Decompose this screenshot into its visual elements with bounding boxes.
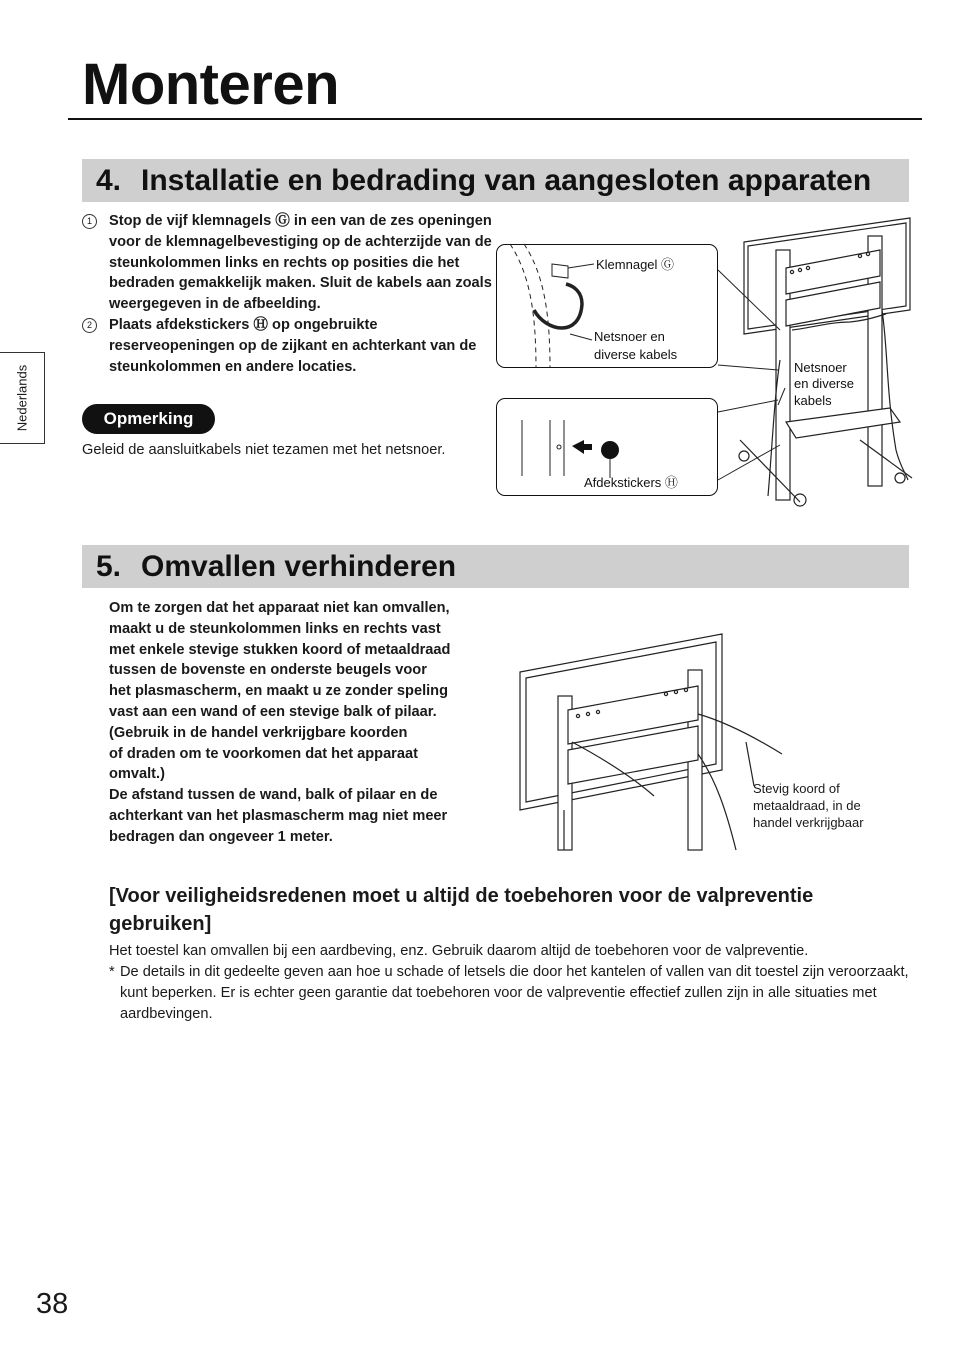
step-1-text: Stop de vijf klemnagels Ⓖ in een van de zes openingen voor de klemnagelbevestiging op de achterzijde van de steunkolommen links en rechts op posities die het bedraden gemakkelijk maken. Sluit de kabels aan zoals weergegeven in de afbeelding. bbox=[109, 213, 492, 313]
safety-text: Het toestel kan omvallen bij een aardbeving, enz. Gebruik daarom altijd de toebehoren voor de valpreventie. bbox=[109, 943, 809, 959]
tiedown-label-line-2: metaaldraad, in de bbox=[753, 798, 861, 813]
page-number: 38 bbox=[36, 1288, 69, 1320]
section-5-heading bbox=[82, 545, 909, 588]
body-line: of draden om te voorkomen dat het apparaat bbox=[109, 745, 418, 762]
label-klemnagel: Klemnagel Ⓖ bbox=[596, 257, 675, 272]
note-badge: Opmerking bbox=[82, 404, 215, 434]
label-netsnoer-main bbox=[792, 356, 872, 416]
tiedown-label bbox=[753, 780, 864, 831]
body-line: het plasmascherm, en maakt u ze zonder speling bbox=[109, 683, 449, 700]
body-line: achterkant van het plasmascherm mag niet meer bbox=[109, 807, 448, 824]
section-5-number: 5. bbox=[96, 550, 122, 583]
body-line: bedragen dan ongeveer 1 meter. bbox=[109, 828, 333, 845]
page-title: Monteren bbox=[82, 52, 339, 117]
step-2-number: 2 bbox=[82, 318, 97, 333]
body-line: maakt u de steunkolommen links en rechts vast bbox=[109, 620, 441, 637]
body-line: De afstand tussen de wand, balk of pilaar en de bbox=[109, 787, 438, 804]
body-line: tussen de bovenste en onderste beugels voor bbox=[109, 662, 427, 679]
section-5-title: Omvallen verhinderen bbox=[141, 550, 457, 583]
section-5-body bbox=[109, 598, 489, 848]
sticker-detail-drawing bbox=[496, 398, 718, 496]
safety-footnote bbox=[109, 962, 909, 1024]
label-netsnoer-main-2: en diverse bbox=[794, 376, 854, 391]
tiedown-label-line-3: handel verkrijgbaar bbox=[753, 815, 864, 830]
step-1-number: 1 bbox=[82, 214, 97, 229]
section-4-number: 4. bbox=[96, 164, 122, 197]
footnote-text: De details in dit gedeelte geven aan hoe u schade of letsels die door het kantelen of vallen van dit toestel zijn veroorzaakt, kunt beperken. Er is echter geen garantie dat toebehoren voor de valpreventie effectief zullen zijn in alle situaties met aardbevingen. bbox=[120, 964, 909, 1022]
footnote-marker: * bbox=[109, 964, 115, 980]
language-side-tab-label: Nederlands bbox=[14, 364, 30, 432]
label-netsnoer-detail-1: Netsnoer en bbox=[594, 329, 665, 344]
body-line: omvalt.) bbox=[109, 766, 165, 783]
body-line: vast aan een wand of een stevige balk of pilaar. bbox=[109, 703, 437, 720]
note-text: Geleid de aansluitkabels niet tezamen met het netsnoer. bbox=[82, 442, 446, 458]
label-netsnoer-detail-2: diverse kabels bbox=[594, 347, 678, 362]
sticker-dot bbox=[601, 441, 619, 459]
label-netsnoer-main-1: Netsnoer bbox=[794, 360, 847, 375]
body-line: met enkele stevige stukken koord of metaaldraad bbox=[109, 641, 451, 658]
step-2-text: Plaats afdekstickers Ⓗ op ongebruikte reserveopeningen op de zijkant en achterkant van de steunkolommen en andere locaties. bbox=[109, 316, 477, 375]
clamp-detail-drawing bbox=[496, 244, 718, 368]
label-netsnoer-main-3: kabels bbox=[794, 393, 832, 408]
section-4-title: Installatie en bedrading van aangesloten apparaten bbox=[141, 164, 872, 197]
label-afdekstickers: Afdekstickers Ⓗ bbox=[584, 475, 678, 490]
tiedown-label-line-1: Stevig koord of bbox=[753, 781, 840, 796]
safety-heading: [Voor veiligheidsredenen moet u altijd de toebehoren voor de valpreventie gebruiken] bbox=[109, 885, 814, 935]
body-line: (Gebruik in de handel verkrijgbare koorden bbox=[109, 724, 408, 741]
arrow-icon bbox=[572, 440, 592, 454]
body-line: Om te zorgen dat het apparaat niet kan omvallen, bbox=[109, 600, 450, 616]
